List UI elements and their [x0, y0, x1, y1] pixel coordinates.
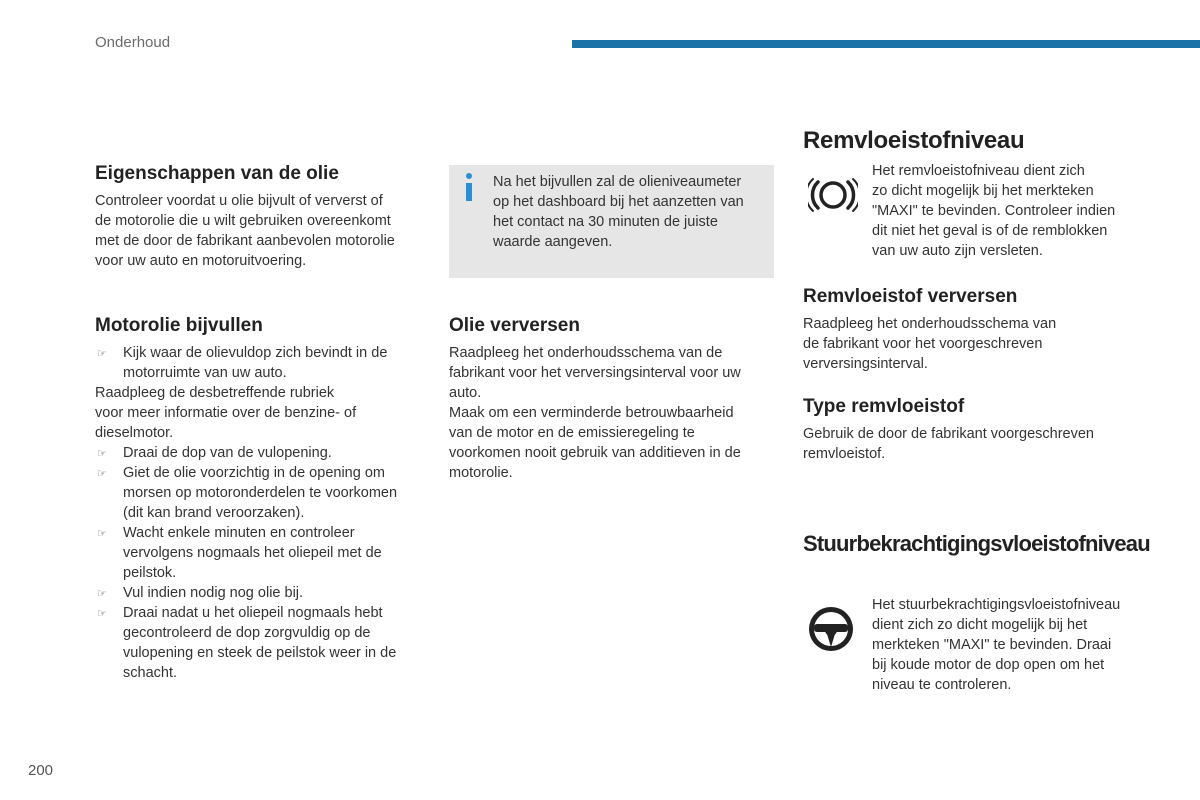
text-line: gecontroleerd de dop zorgvuldig op de	[123, 625, 371, 641]
text-line: van uw auto zijn versleten.	[872, 243, 1043, 259]
text-line: morsen op motoronderdelen te voorkomen	[123, 485, 398, 501]
text-line: Draai de dop van de vulopening.	[123, 445, 332, 461]
text-line: het contact na 30 minuten de juiste	[493, 214, 718, 230]
brake-fluid-type-title: Type remvloeistof	[803, 396, 965, 417]
text-line: merkteken "MAXI" te bevinden. Draai	[872, 637, 1112, 653]
section-header: Onderhoud	[95, 34, 171, 51]
text-line: "MAXI" te bevinden. Controleer indien	[872, 203, 1116, 219]
header-accent-rule	[572, 40, 1200, 48]
oil-topup-text	[95, 343, 430, 683]
text-line: Kijk waar de olievuldop zich bevindt in de	[123, 345, 388, 361]
text-line: remvloeistof.	[803, 446, 886, 462]
list-item	[95, 343, 430, 383]
bullet-hand-icon: ☞	[97, 588, 107, 600]
steering-wheel-icon	[806, 604, 856, 654]
brake-fluid-change-text	[803, 314, 1183, 374]
text-line: Controleer voordat u olie bijvult of ververst of	[95, 193, 383, 209]
list-item	[95, 463, 430, 523]
text-line: Raadpleeg de desbetreffende rubriek	[95, 385, 335, 401]
text-line: Het remvloeistofniveau dient zich	[872, 163, 1085, 179]
text-line: voorkomen nooit gebruik van additieven in de	[449, 445, 741, 461]
text-line: Draai nadat u het oliepeil nogmaals hebt	[123, 605, 383, 621]
text-line: vulopening en steek de peilstok weer in de	[123, 645, 397, 661]
list-item	[95, 523, 430, 583]
bullet-hand-icon: ☞	[97, 448, 107, 460]
text-line: Giet de olie voorzichtig in de opening om	[123, 465, 385, 481]
text-line: voor uw auto en motoruitvoering.	[95, 253, 307, 269]
text-line: auto.	[449, 385, 482, 401]
list-item	[95, 443, 430, 463]
oil-topup-title: Motorolie bijvullen	[95, 315, 263, 336]
oil-properties-text	[95, 191, 425, 271]
text-line: niveau te controleren.	[872, 677, 1012, 693]
text-line: fabrikant voor het verversingsinterval voor uw	[449, 365, 741, 381]
oil-properties-title: Eigenschappen van de olie	[95, 163, 339, 184]
text-line: dieselmotor.	[95, 425, 174, 441]
text-line: de fabrikant voor het voorgeschreven	[803, 336, 1043, 352]
text-line: motorruimte van uw auto.	[123, 365, 287, 381]
text-line: dient zich zo dicht mogelijk bij het	[872, 617, 1088, 633]
text-line: met de door de fabrikant aanbevolen motorolie	[95, 233, 395, 249]
text-line: vervolgens nogmaals het oliepeil met de	[123, 545, 382, 561]
bullet-hand-icon: ☞	[97, 528, 107, 540]
text-line: Het stuurbekrachtigingsvloeistofniveau	[872, 597, 1121, 613]
text-line: waarde aangeven.	[493, 234, 613, 250]
text-line: op het dashboard bij het aanzetten van	[493, 194, 744, 210]
page-number: 200	[28, 762, 54, 779]
text-line: voor meer informatie over de benzine- of	[95, 405, 357, 421]
text-line: Wacht enkele minuten en controleer	[123, 525, 355, 541]
text-line: van de motor en de emissieregeling te	[449, 425, 695, 441]
text-line: verversingsinterval.	[803, 356, 928, 372]
text-line: Raadpleeg het onderhoudsschema van de	[449, 345, 723, 361]
list-item	[95, 603, 430, 683]
brake-fluid-type-text	[803, 424, 1183, 464]
text-line: de motorolie die u wilt gebruiken overeenkomt	[95, 213, 391, 229]
brake-fluid-level-text	[872, 161, 1192, 261]
text-line: dit niet het geval is of de remblokken	[872, 223, 1108, 239]
text-line: zo dicht mogelijk bij het merkteken	[872, 183, 1094, 199]
text-line: schacht.	[123, 665, 177, 681]
brake-fluid-level-title: Remvloeistofniveau	[803, 127, 1025, 154]
info-note-box	[449, 165, 774, 278]
steering-fluid-level-text	[872, 595, 1192, 695]
oil-change-title: Olie verversen	[449, 315, 580, 336]
oil-change-text	[449, 343, 774, 483]
text-line: Gebruik de door de fabrikant voorgeschreven	[803, 426, 1094, 442]
text-line: Na het bijvullen zal de olieniveaumeter	[493, 174, 742, 190]
steering-fluid-level-title: Stuurbekrachtigingsvloeistofniveau	[803, 531, 1150, 556]
text-line: Vul indien nodig nog olie bij.	[123, 585, 304, 601]
bullet-hand-icon: ☞	[97, 608, 107, 620]
brake-warning-icon	[808, 170, 858, 220]
brake-fluid-change-title: Remvloeistof verversen	[803, 286, 1018, 307]
text-line: Maak om een verminderde betrouwbaarheid	[449, 405, 734, 421]
bullet-hand-icon: ☞	[97, 468, 107, 480]
text-line: bij koude motor de dop open om het	[872, 657, 1105, 673]
info-icon	[463, 173, 475, 201]
info-note-text	[493, 172, 768, 252]
text-line: peilstok.	[123, 565, 177, 581]
list-item	[95, 583, 430, 603]
text-line: motorolie.	[449, 465, 513, 481]
text-line: Raadpleeg het onderhoudsschema van	[803, 316, 1057, 332]
bullet-hand-icon: ☞	[97, 348, 107, 360]
text-line: (dit kan brand veroorzaken).	[123, 505, 305, 521]
